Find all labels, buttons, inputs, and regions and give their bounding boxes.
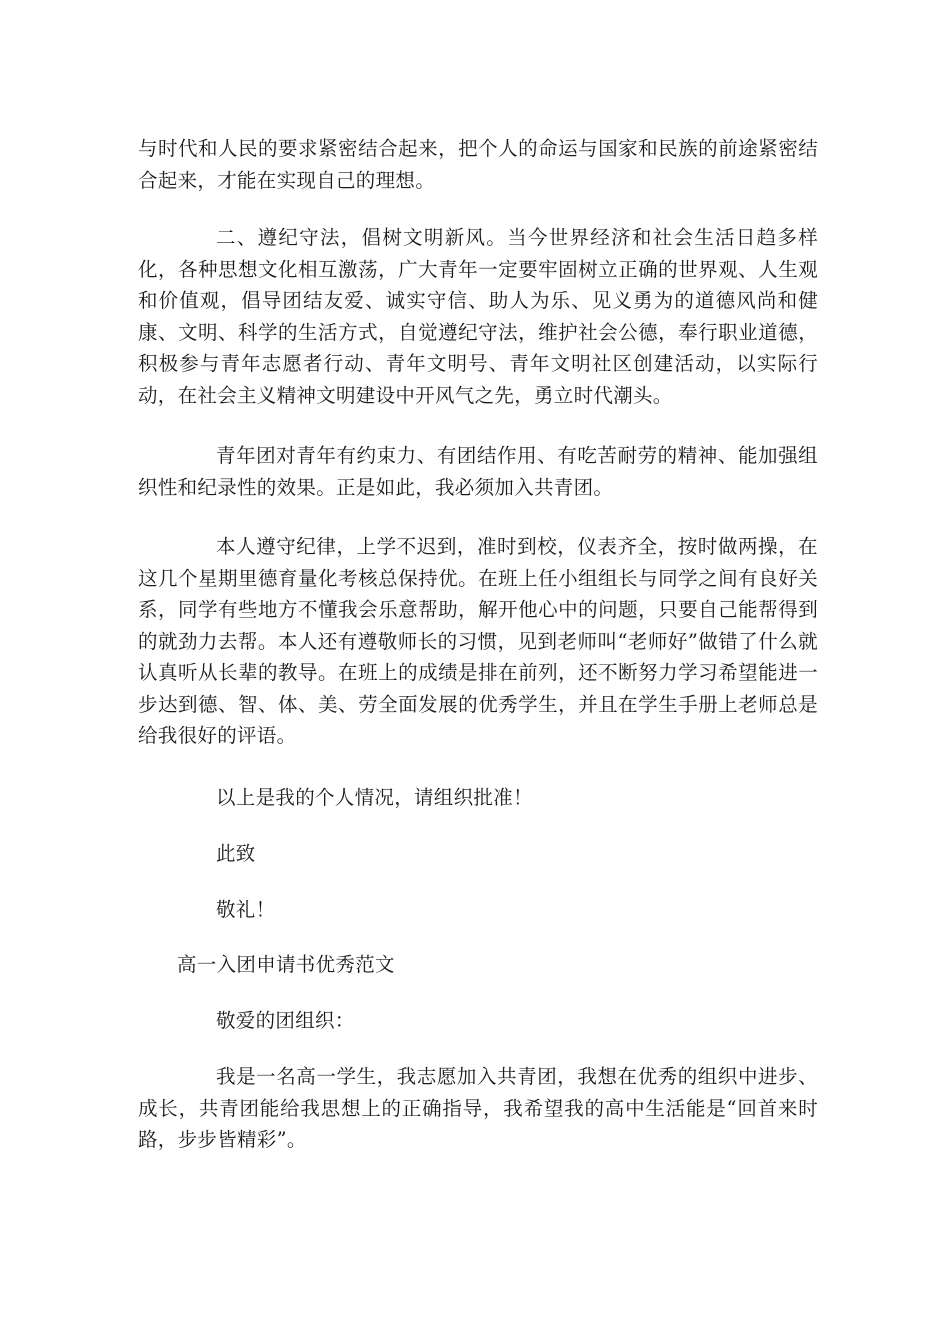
paragraph-discipline: 二、遵纪守法，倡树文明新风。当今世界经济和社会生活日趋多样化，各种思想文化相互激荡，广大青年一定要牢固树立正确的世界观、人生观和价值观，倡导团结友爱、诚实守信、助人为乐、见义勇为的道德风尚和健康、文明、科学的生活方式，自觉遵纪守法，维护社会公德，奉行职业道德，积极参与青年志愿者行动、青年文明号、青年文明社区创建活动，以实际行动，在社会主义精神文明建设中开风气之先，勇立时代潮头。 (138, 226, 818, 407)
paragraph-application-intro: 我是一名高一学生，我志愿加入共青团，我想在优秀的组织中进步、成长，共青团能给我思想上的正确指导，我希望我的高中生活能是“回首来时路，步步皆精彩”。 (138, 1065, 818, 1151)
paragraph-league-role: 青年团对青年有约束力、有团结作用、有吃苦耐劳的精神、能加强组织性和纪录性的效果。正是如此，我必须加入共青团。 (138, 444, 818, 499)
paragraph-self-introduction: 本人遵守纪律，上学不迟到，准时到校，仪表齐全，按时做两操，在这几个星期里德育量化考核总保持优。在班上任小组组长与同学之间有良好关系，同学有些地方不懂我会乐意帮助，解开他心中的问题，只要自己能帮得到的就劲力去帮。本人还有遵敬师长的习惯，见到老师叫“老师好”做错了什么就认真听从长辈的教导。在班上的成绩是排在前列，还不断努力学习希望能进一步达到德、智、体、美、劳全面发展的优秀学生，并且在学生手册上老师总是给我很好的评语。 (138, 535, 818, 747)
greeting: 敬爱的团组织： (216, 1009, 355, 1032)
section-title: 高一入团申请书优秀范文 (177, 953, 395, 976)
paragraph-continuation: 与时代和人民的要求紧密结合起来，把个人的命运与国家和民族的前途紧密结合起来，才能在实现自己的理想。 (138, 137, 818, 192)
salutation-jingli: 敬礼！ (216, 898, 276, 921)
salutation-cizhi: 此致 (216, 842, 256, 865)
closing-request: 以上是我的个人情况，请组织批准！ (216, 786, 533, 809)
